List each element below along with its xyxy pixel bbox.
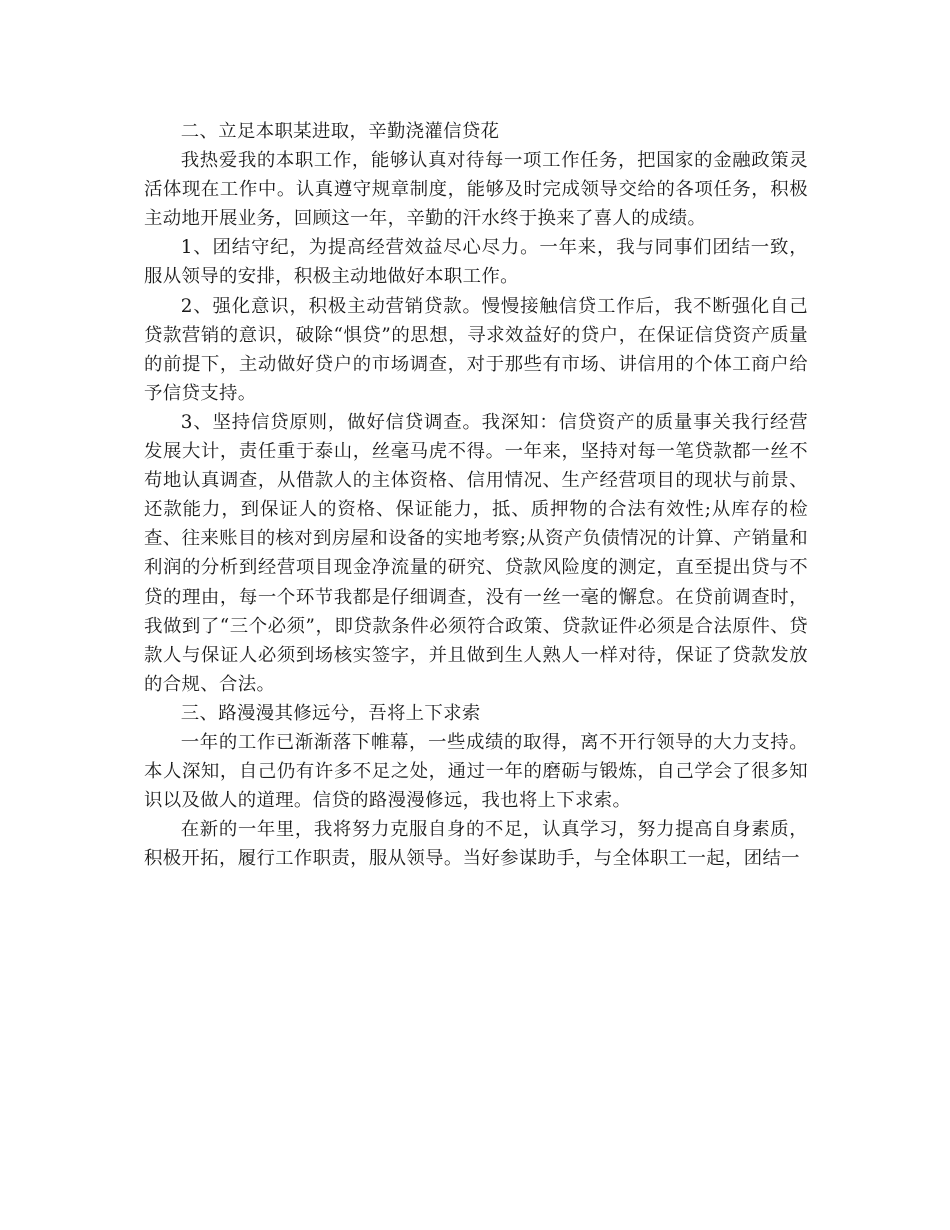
paragraph-new-year-plan: 在新的一年里，我将努力克服自身的不足，认真学习，努力提高自身素质，积极开拓，履行工作职责，服从领导。当好参谋助手，与全体职工一起，团结一 xyxy=(144,819,808,870)
section-heading-2: 二、立足本职某进取，辛勤浇灌信贷花 xyxy=(180,121,500,142)
section-heading-3: 三、路漫漫其修远兮，吾将上下求索 xyxy=(180,702,481,724)
paragraph-point-3: 3、坚持信贷原则，做好信贷调查。我深知：信贷资产的质量事关我行经营发展大计，责任重于泰山，丝毫马虎不得。一年来，坚持对每一笔贷款都一丝不苟地认真调查，从借款人的主体资格、信用情况、生产经营项目的现状与前景、还款能力，到保证人的资格、保证能力，抵、质押物的合法有效性;从库存的检查、往来账目的核对到房屋和设备的实地考察;从资产负债情况的计算、产销量和利润的分析到经营项目现金净流量的研究、贷款风险度的测定，直至提出贷与不贷的理由，每一个环节我都是仔细调查，没有一丝一毫的懈怠。在贷前调查时，我做到了“三个必须”，即贷款条件必须符合政策、贷款证件必须是合法原件、贷款人与保证人必须到场核实签字，并且做到生人熟人一样对待，保证了贷款发放的合规、合法。 xyxy=(144,411,808,695)
paragraph-year-summary: 一年的工作已渐渐落下帷幕，一些成绩的取得，离不开行领导的大力支持。本人深知，自己仍有许多不足之处，通过一年的磨砺与锻炼，自己学会了很多知识以及做人的道理。信贷的路漫漫修远，我也将上下求索。 xyxy=(144,731,808,812)
document-body xyxy=(144,117,808,873)
paragraph-point-2: 2、强化意识，积极主动营销贷款。慢慢接触信贷工作后，我不断强化自己贷款营销的意识，破除“惧贷”的思想，寻求效益好的贷户，在保证信贷资产质量的前提下，主动做好贷户的市场调查，对于那些有市场、讲信用的个体工商户给予信贷支持。 xyxy=(144,295,808,404)
paragraph-work-attitude: 我热爱我的本职工作，能够认真对待每一项工作任务，把国家的金融政策灵活体现在工作中。认真遵守规章制度，能够及时完成领导交给的各项任务，积极主动地开展业务，回顾这一年，辛勤的汗水终于换来了喜人的成绩。 xyxy=(144,150,808,230)
paragraph-point-1: 1、团结守纪，为提高经营效益尽心尽力。一年来，我与同事们团结一致，服从领导的安排，积极主动地做好本职工作。 xyxy=(144,237,808,288)
